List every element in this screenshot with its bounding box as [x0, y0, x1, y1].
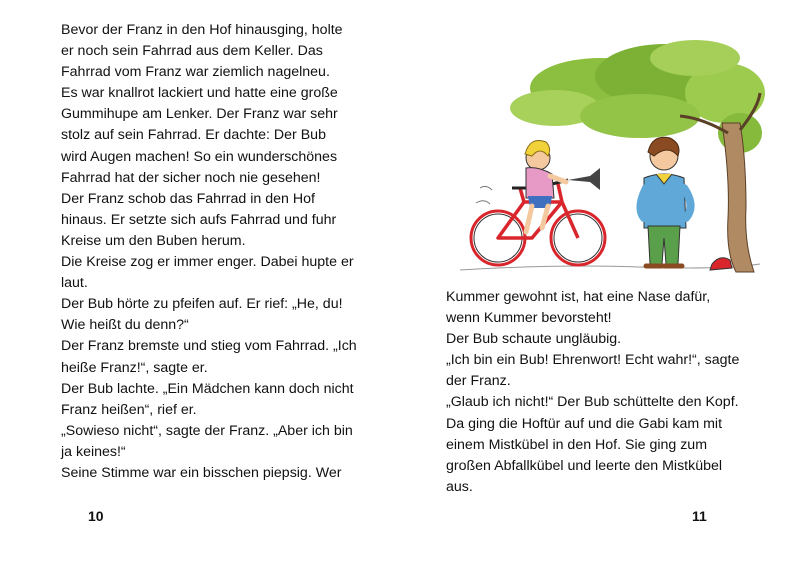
text-line: einem Mistkübel in den Hof. Sie ging zum: [446, 436, 708, 453]
text-line: Franz heißen“, rief er.: [61, 401, 197, 418]
text-line: der Franz.: [446, 373, 511, 390]
text-line: wird Augen machen! So ein wunderschönes: [61, 148, 338, 165]
text-line: Der Franz bremste und stieg vom Fahrrad. „Ich: [61, 338, 357, 355]
text-line: großen Abfallkübel und leerte den Mistkübel: [446, 457, 723, 474]
text-line: Es war knallrot lackiert und hatte eine große: [61, 85, 338, 102]
story-illustration: [440, 38, 770, 278]
text-line: Der Bub schaute ungläubig.: [446, 331, 622, 348]
text-line: laut.: [61, 275, 88, 292]
text-line: Seine Stimme war ein bisschen piepsig. Wer: [61, 464, 342, 481]
text-line: Der Bub lachte. „Ein Mädchen kann doch nicht: [61, 380, 354, 397]
text-line: ja keines!“: [61, 443, 126, 460]
text-line: Kummer gewohnt ist, hat eine Nase dafür,: [446, 289, 711, 305]
text-line: hinaus. Er setzte sich aufs Fahrrad und fuhr: [61, 211, 337, 228]
text-line: „Sowieso nicht“, sagte der Franz. „Aber ich bin: [61, 422, 353, 439]
shoe: [710, 258, 732, 270]
text-line: Bevor der Franz in den Hof hinausging, holte: [61, 22, 343, 38]
right-page: [400, 0, 800, 567]
text-line: Da ging die Hoftür auf und die Gabi kam mit: [446, 415, 723, 432]
right-page-text: [446, 287, 776, 498]
left-page-text: [61, 20, 381, 484]
child-on-bicycle: [476, 141, 566, 233]
text-line: Fahrrad hat der sicher noch nie gesehen!: [61, 169, 321, 186]
text-line: „Ich bin ein Bub! Ehrenwort! Echt wahr!“, sagte: [446, 352, 740, 369]
text-line: Der Franz schob das Fahrrad in den Hof: [61, 190, 315, 207]
text-line: Wie heißt du denn?“: [61, 317, 189, 334]
text-line: Fahrrad vom Franz war ziemlich nagelneu.: [61, 64, 330, 81]
text-line: aus.: [446, 478, 473, 495]
text-line: Die Kreise zog er immer enger. Dabei hupte er: [61, 254, 354, 271]
text-line: „Glaub ich nicht!“ Der Bub schüttelte den Kopf.: [446, 394, 739, 411]
text-line: Gummihupe am Lenker. Der Franz war sehr: [61, 106, 338, 123]
text-line: wenn Kummer bevorsteht!: [446, 310, 612, 327]
page-number-right: 11: [692, 508, 707, 524]
page-number-left: 10: [88, 508, 104, 524]
boy-standing: [640, 137, 690, 266]
text-line: heiße Franz!“, sagte er.: [61, 359, 208, 376]
text-line: stolz auf sein Fahrrad. Er dachte: Der Bub: [61, 127, 326, 144]
text-line: er noch sein Fahrrad aus dem Keller. Das: [61, 43, 323, 60]
text-line: Der Bub hörte zu pfeifen auf. Er rief: „He, du!: [61, 296, 343, 313]
text-line: Kreise um den Buben herum.: [61, 232, 246, 249]
